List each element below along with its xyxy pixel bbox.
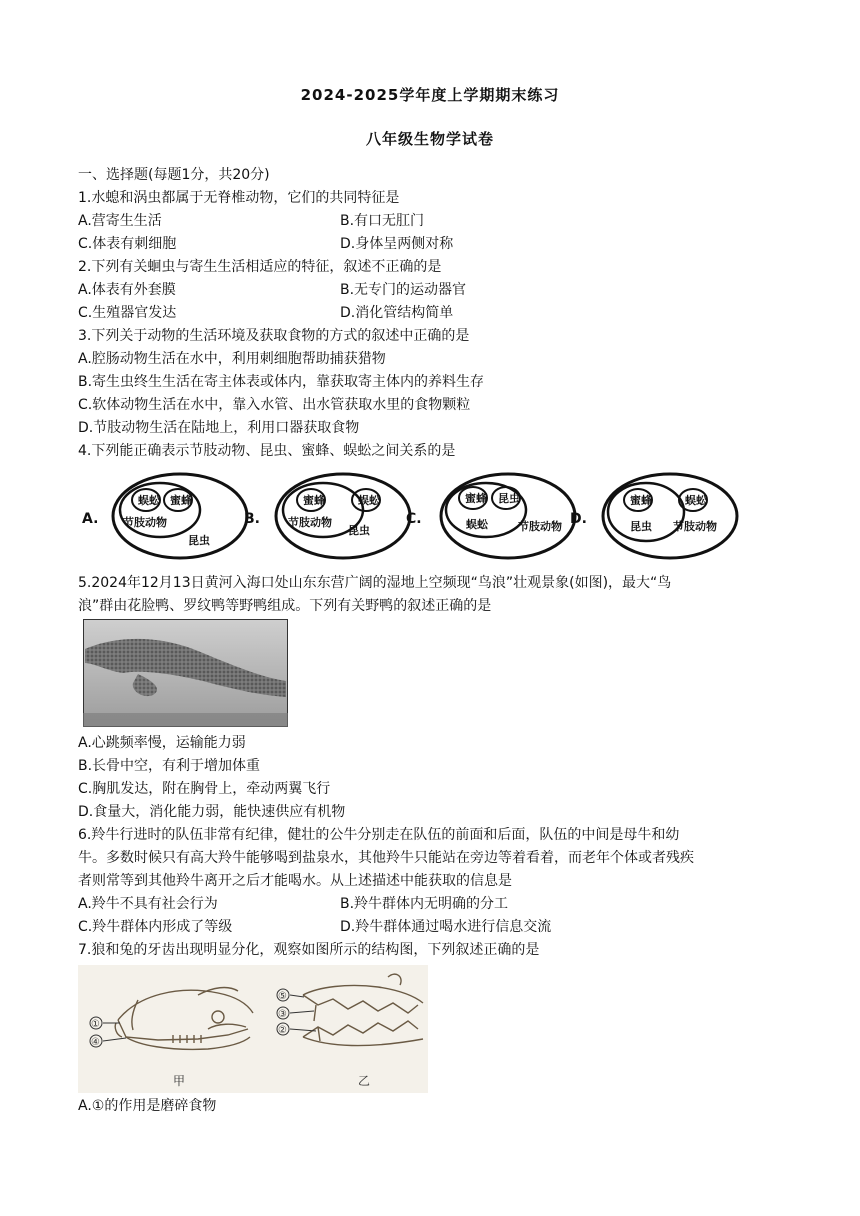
q6-stem-line1: 6.羚牛行进时的队伍非常有纪律，健壮的公牛分别走在队伍的前面和后面，队伍的中间是母牛和幼 — [78, 827, 680, 843]
q4-diagram-b-letter: B. — [244, 511, 260, 527]
q3-option-a: A.腔肠动物生活在水中，利用刺细胞帮助捕获猎物 — [78, 351, 386, 367]
q5-option-b: B.长骨中空，有利于增加体重 — [78, 758, 261, 774]
q4-diagram-a-outer-label: 昆虫 — [188, 534, 210, 547]
q4-diagram-d-outer-label: 节肢动物 — [673, 520, 717, 533]
q4-diagram-b-c1: 蜜蜂 — [303, 494, 325, 507]
q4-diagram-a-mid: 节肢动物 — [123, 516, 167, 529]
q1-option-d: D.身体呈两侧对称 — [340, 236, 454, 252]
q2-option-a: A.体表有外套膜 — [78, 282, 176, 298]
q7-option-a: A.①的作用是磨碎食物 — [78, 1098, 217, 1114]
q4-diagram-d-c2: 蜈蚣 — [685, 494, 707, 507]
q4-diagram-c-mid: 蜈蚣 — [466, 518, 488, 531]
q4-stem: 4.下列能正确表示节肢动物、昆虫、蜜蜂、蜈蚣之间关系的是 — [78, 443, 456, 459]
q1-option-c: C.体表有刺细胞 — [78, 236, 177, 252]
q2-option-c: C.生殖器官发达 — [78, 305, 177, 321]
q4-diagram-b-outer-label: 昆虫 — [348, 524, 370, 537]
q6-stem-line2: 牛。多数时候只有高大羚牛能够喝到盐泉水，其他羚牛只能站在旁边等着看着，而老年个体或者残疾 — [78, 850, 694, 866]
q4-diagram-c-c1: 蜜蜂 — [465, 492, 487, 505]
q1-option-b: B.有口无肛门 — [340, 213, 425, 229]
q5-stem-line1: 5.2024年12月13日黄河入海口处山东东营广阔的湿地上空频现“鸟浪”壮观景象(如图)，最大“鸟 — [78, 575, 672, 591]
page-title: 2024-2025学年度上学期期末练习 — [300, 86, 560, 104]
q2-stem: 2.下列有关蛔虫与寄生生活相适应的特征，叙述不正确的是 — [78, 259, 442, 275]
q4-diagram-d-outer — [603, 474, 737, 558]
q1-stem: 1.水螅和涡虫都属于无脊椎动物，它们的共同特征是 — [78, 190, 400, 206]
q7-label-3: ③ — [278, 1009, 287, 1020]
q7-teeth-figure — [78, 965, 428, 1093]
q2-option-b: B.无专门的运动器官 — [340, 282, 467, 298]
q7-caption-yi: 乙 — [358, 1074, 371, 1088]
q5-bird-wave-photo — [83, 619, 288, 727]
q4-diagram-d-letter: D. — [570, 511, 587, 527]
q7-caption-jia: 甲 — [173, 1074, 186, 1088]
q3-option-b: B.寄生虫终生生活在寄主体表或体内，靠获取寄主体内的养料生存 — [78, 374, 485, 390]
q4-diagram-d-mid: 昆虫 — [630, 520, 652, 533]
q4-diagram-a-letter: A. — [82, 511, 99, 527]
q5-stem-line2: 浪”群由花脸鸭、罗纹鸭等野鸭组成。下列有关野鸭的叙述正确的是 — [78, 598, 492, 614]
q2-option-d: D.消化管结构简单 — [340, 305, 454, 321]
q3-stem: 3.下列关于动物的生活环境及获取食物的方式的叙述中正确的是 — [78, 328, 470, 344]
q3-option-c: C.软体动物生活在水中，靠入水管、出水管获取水里的食物颗粒 — [78, 397, 471, 413]
q5-option-a: A.心跳频率慢，运输能力弱 — [78, 735, 246, 751]
q3-option-d: D.节肢动物生活在陆地上，利用口器获取食物 — [78, 420, 360, 436]
q6-option-a: A.羚牛不具有社会行为 — [78, 896, 218, 912]
q7-label-1: ① — [91, 1019, 100, 1030]
q4-diagram-d-c1: 蜜蜂 — [630, 494, 652, 507]
q1-option-a: A.营寄生生活 — [78, 213, 162, 229]
section-heading: 一、选择题(每题1分，共20分) — [78, 167, 270, 183]
q4-diagram-a-c2: 蜜蜂 — [170, 494, 192, 507]
q6-option-b: B.羚牛群体内无明确的分工 — [340, 896, 509, 912]
q6-stem-line3: 者则常等到其他羚牛离开之后才能喝水。从上述描述中能获取的信息是 — [78, 873, 512, 889]
q7-label-4: ④ — [91, 1037, 100, 1048]
q5-option-d: D.食量大，消化能力弱，能快速供应有机物 — [78, 804, 346, 820]
q4-diagram-b-c2: 蜈蚣 — [358, 494, 380, 507]
q4-diagram-c-c2: 昆虫 — [498, 492, 520, 505]
q4-venn-diagrams — [78, 468, 788, 568]
q6-option-c: C.羚牛群体内形成了等级 — [78, 919, 233, 935]
q5-option-c: C.胸肌发达，附在胸骨上，牵动两翼飞行 — [78, 781, 331, 797]
q6-option-d: D.羚牛群体通过喝水进行信息交流 — [340, 919, 552, 935]
q4-diagram-a-c1: 蜈蚣 — [138, 494, 160, 507]
q4-diagram-c-outer-label: 节肢动物 — [518, 520, 562, 533]
q7-label-5: ⑤ — [278, 991, 287, 1002]
q4-diagram-b-mid: 节肢动物 — [288, 516, 332, 529]
q7-stem: 7.狼和兔的牙齿出现明显分化，观察如图所示的结构图，下列叙述正确的是 — [78, 942, 540, 958]
q7-label-2: ② — [278, 1025, 287, 1036]
page-subtitle: 八年级生物学试卷 — [365, 130, 494, 148]
q4-diagram-c-letter: C. — [406, 511, 422, 527]
